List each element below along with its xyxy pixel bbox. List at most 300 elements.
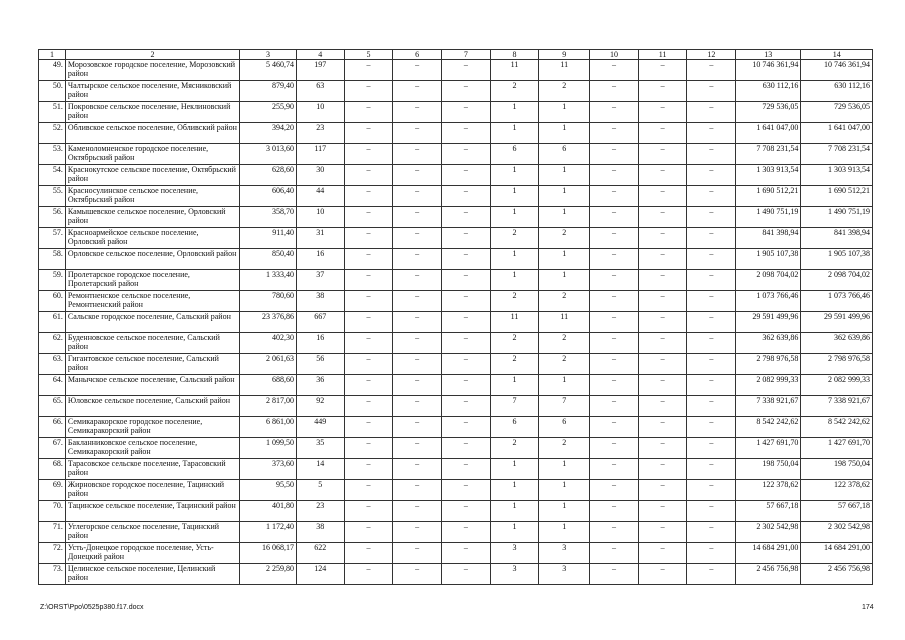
col-8-value: 2: [490, 354, 539, 375]
col-9-value: 6: [539, 144, 590, 165]
col-4-value: 63: [296, 81, 344, 102]
col-6-value: –: [393, 102, 442, 123]
col-9-value: 7: [539, 396, 590, 417]
table-row: [39, 123, 873, 144]
col-5-value: –: [344, 501, 393, 522]
col-5-value: –: [344, 396, 393, 417]
col-6-value: –: [393, 270, 442, 291]
col-11-value: –: [638, 165, 687, 186]
col-13-value: 1 303 913,54: [736, 165, 801, 186]
col-4-value: 35: [296, 438, 344, 459]
col-7-value: –: [441, 480, 490, 501]
col-8-value: 1: [490, 270, 539, 291]
settlement-name: Тарасовское сельское поселение, Тарасовский район: [65, 459, 239, 480]
col-6-value: –: [393, 375, 442, 396]
col-12-value: –: [687, 81, 736, 102]
col-3-value: 1 333,40: [239, 270, 296, 291]
row-number: 51.: [39, 102, 66, 123]
col-13-value: 1 690 512,21: [736, 186, 801, 207]
col-8-value: 1: [490, 459, 539, 480]
col-5-value: –: [344, 123, 393, 144]
col-6-value: –: [393, 543, 442, 564]
row-number: 58.: [39, 249, 66, 270]
col-10-value: –: [590, 543, 639, 564]
col-14-value: 729 536,05: [801, 102, 873, 123]
row-number: 72.: [39, 543, 66, 564]
col-6-value: –: [393, 354, 442, 375]
col-9-value: 2: [539, 354, 590, 375]
col-5-value: –: [344, 102, 393, 123]
col-10-value: –: [590, 522, 639, 543]
table-row: [39, 396, 873, 417]
table-row: [39, 501, 873, 522]
column-header: 2: [65, 50, 239, 60]
col-3-value: 358,70: [239, 207, 296, 228]
col-3-value: 2 259,80: [239, 564, 296, 585]
col-11-value: –: [638, 207, 687, 228]
col-8-value: 6: [490, 144, 539, 165]
table-row: [39, 312, 873, 333]
col-7-value: –: [441, 333, 490, 354]
col-5-value: –: [344, 186, 393, 207]
col-12-value: –: [687, 165, 736, 186]
settlement-name: Манычское сельское поселение, Сальский район: [65, 375, 239, 396]
col-10-value: –: [590, 270, 639, 291]
col-8-value: 1: [490, 249, 539, 270]
col-10-value: –: [590, 396, 639, 417]
col-6-value: –: [393, 501, 442, 522]
col-9-value: 1: [539, 270, 590, 291]
col-9-value: 1: [539, 501, 590, 522]
col-13-value: 630 112,16: [736, 81, 801, 102]
col-6-value: –: [393, 480, 442, 501]
col-10-value: –: [590, 144, 639, 165]
col-5-value: –: [344, 480, 393, 501]
col-14-value: 10 746 361,94: [801, 60, 873, 81]
col-6-value: –: [393, 165, 442, 186]
col-8-value: 2: [490, 291, 539, 312]
col-6-value: –: [393, 564, 442, 585]
settlement-name: Чалтырское сельское поселение, Мясниковский район: [65, 81, 239, 102]
col-5-value: –: [344, 312, 393, 333]
col-8-value: 3: [490, 543, 539, 564]
col-13-value: 122 378,62: [736, 480, 801, 501]
table-row: [39, 207, 873, 228]
col-11-value: –: [638, 60, 687, 81]
row-number: 59.: [39, 270, 66, 291]
col-12-value: –: [687, 291, 736, 312]
col-6-value: –: [393, 333, 442, 354]
col-6-value: –: [393, 228, 442, 249]
col-3-value: 1 099,50: [239, 438, 296, 459]
col-4-value: 10: [296, 207, 344, 228]
col-12-value: –: [687, 438, 736, 459]
col-3-value: 911,40: [239, 228, 296, 249]
col-13-value: 198 750,04: [736, 459, 801, 480]
col-7-value: –: [441, 165, 490, 186]
col-11-value: –: [638, 123, 687, 144]
col-12-value: –: [687, 375, 736, 396]
col-5-value: –: [344, 144, 393, 165]
row-number: 57.: [39, 228, 66, 249]
table-row: [39, 144, 873, 165]
col-8-value: 11: [490, 60, 539, 81]
settlement-name: Целинское сельское поселение, Целинский район: [65, 564, 239, 585]
col-7-value: –: [441, 186, 490, 207]
col-4-value: 31: [296, 228, 344, 249]
col-3-value: 6 861,00: [239, 417, 296, 438]
col-7-value: –: [441, 270, 490, 291]
col-8-value: 1: [490, 207, 539, 228]
col-5-value: –: [344, 459, 393, 480]
col-11-value: –: [638, 81, 687, 102]
footer-page-number: 174: [862, 604, 874, 611]
col-11-value: –: [638, 312, 687, 333]
row-number: 60.: [39, 291, 66, 312]
col-6-value: –: [393, 249, 442, 270]
col-4-value: 117: [296, 144, 344, 165]
col-10-value: –: [590, 207, 639, 228]
col-11-value: –: [638, 102, 687, 123]
col-11-value: –: [638, 144, 687, 165]
col-12-value: –: [687, 102, 736, 123]
col-10-value: –: [590, 60, 639, 81]
col-9-value: 2: [539, 333, 590, 354]
col-7-value: –: [441, 144, 490, 165]
table-row: [39, 543, 873, 564]
col-3-value: 394,20: [239, 123, 296, 144]
col-12-value: –: [687, 501, 736, 522]
col-11-value: –: [638, 333, 687, 354]
col-12-value: –: [687, 522, 736, 543]
col-8-value: 1: [490, 102, 539, 123]
col-3-value: 688,60: [239, 375, 296, 396]
col-6-value: –: [393, 438, 442, 459]
col-4-value: 30: [296, 165, 344, 186]
col-6-value: –: [393, 522, 442, 543]
row-number: 71.: [39, 522, 66, 543]
col-9-value: 1: [539, 123, 590, 144]
col-8-value: 7: [490, 396, 539, 417]
col-11-value: –: [638, 501, 687, 522]
col-11-value: –: [638, 480, 687, 501]
col-9-value: 11: [539, 312, 590, 333]
settlement-name: Краснокутское сельское поселение, Октябрьский район: [65, 165, 239, 186]
col-7-value: –: [441, 375, 490, 396]
col-7-value: –: [441, 228, 490, 249]
col-12-value: –: [687, 354, 736, 375]
col-10-value: –: [590, 186, 639, 207]
row-number: 50.: [39, 81, 66, 102]
table-row: [39, 354, 873, 375]
settlement-name: Обливское сельское поселение, Обливский район: [65, 123, 239, 144]
col-10-value: –: [590, 564, 639, 585]
col-6-value: –: [393, 186, 442, 207]
col-9-value: 1: [539, 249, 590, 270]
col-5-value: –: [344, 81, 393, 102]
col-11-value: –: [638, 270, 687, 291]
col-10-value: –: [590, 123, 639, 144]
col-12-value: –: [687, 270, 736, 291]
settlement-name: Камышевское сельское поселение, Орловский район: [65, 207, 239, 228]
col-5-value: –: [344, 354, 393, 375]
settlement-name: Покровское сельское поселение, Неклиновский район: [65, 102, 239, 123]
col-4-value: 16: [296, 249, 344, 270]
col-12-value: –: [687, 249, 736, 270]
col-13-value: 1 641 047,00: [736, 123, 801, 144]
col-11-value: –: [638, 291, 687, 312]
col-6-value: –: [393, 417, 442, 438]
col-13-value: 2 798 976,58: [736, 354, 801, 375]
col-6-value: –: [393, 81, 442, 102]
col-13-value: 1 073 766,46: [736, 291, 801, 312]
col-5-value: –: [344, 438, 393, 459]
table-row: [39, 564, 873, 585]
settlement-name: Сальское городское поселение, Сальский район: [65, 312, 239, 333]
col-9-value: 2: [539, 291, 590, 312]
col-13-value: 8 542 242,62: [736, 417, 801, 438]
col-8-value: 1: [490, 480, 539, 501]
col-3-value: 2 061,63: [239, 354, 296, 375]
col-3-value: 606,40: [239, 186, 296, 207]
col-10-value: –: [590, 102, 639, 123]
col-11-value: –: [638, 564, 687, 585]
col-3-value: 16 068,17: [239, 543, 296, 564]
col-10-value: –: [590, 81, 639, 102]
col-6-value: –: [393, 291, 442, 312]
settlement-name: Тацинское сельское поселение, Тацинский район: [65, 501, 239, 522]
table-row: [39, 417, 873, 438]
table-row: [39, 228, 873, 249]
col-14-value: 841 398,94: [801, 228, 873, 249]
col-6-value: –: [393, 396, 442, 417]
col-13-value: 29 591 499,96: [736, 312, 801, 333]
table-row: [39, 375, 873, 396]
col-3-value: 628,60: [239, 165, 296, 186]
col-13-value: 2 082 999,33: [736, 375, 801, 396]
col-9-value: 1: [539, 459, 590, 480]
col-4-value: 667: [296, 312, 344, 333]
col-6-value: –: [393, 207, 442, 228]
col-4-value: 44: [296, 186, 344, 207]
col-14-value: 29 591 499,96: [801, 312, 873, 333]
col-3-value: 3 013,60: [239, 144, 296, 165]
col-4-value: 10: [296, 102, 344, 123]
col-13-value: 1 905 107,38: [736, 249, 801, 270]
col-14-value: 1 303 913,54: [801, 165, 873, 186]
col-12-value: –: [687, 186, 736, 207]
column-header: 10: [590, 50, 639, 60]
table-row: [39, 186, 873, 207]
col-9-value: 3: [539, 564, 590, 585]
col-13-value: 362 639,86: [736, 333, 801, 354]
col-14-value: 2 098 704,02: [801, 270, 873, 291]
col-10-value: –: [590, 417, 639, 438]
col-14-value: 7 338 921,67: [801, 396, 873, 417]
row-number: 61.: [39, 312, 66, 333]
col-9-value: 1: [539, 480, 590, 501]
col-10-value: –: [590, 501, 639, 522]
col-7-value: –: [441, 354, 490, 375]
col-14-value: 1 073 766,46: [801, 291, 873, 312]
col-3-value: 401,80: [239, 501, 296, 522]
settlement-name: Бакланниковское сельское поселение, Семикаракорский район: [65, 438, 239, 459]
col-7-value: –: [441, 81, 490, 102]
col-13-value: 2 456 756,98: [736, 564, 801, 585]
table-header-row: [39, 50, 873, 60]
col-3-value: 23 376,86: [239, 312, 296, 333]
settlement-name: Гигантовское сельское поселение, Сальский район: [65, 354, 239, 375]
col-13-value: 10 746 361,94: [736, 60, 801, 81]
row-number: 66.: [39, 417, 66, 438]
col-8-value: 1: [490, 501, 539, 522]
col-10-value: –: [590, 375, 639, 396]
settlement-name: Жирновское городское поселение, Тацинский район: [65, 480, 239, 501]
col-8-value: 1: [490, 165, 539, 186]
table-row: [39, 438, 873, 459]
row-number: 70.: [39, 501, 66, 522]
col-7-value: –: [441, 522, 490, 543]
column-header: 9: [539, 50, 590, 60]
col-4-value: 37: [296, 270, 344, 291]
col-8-value: 2: [490, 438, 539, 459]
col-11-value: –: [638, 438, 687, 459]
col-7-value: –: [441, 291, 490, 312]
settlement-name: Семикаракорское городское поселение, Семикаракорский район: [65, 417, 239, 438]
col-5-value: –: [344, 375, 393, 396]
table-row: [39, 480, 873, 501]
col-8-value: 11: [490, 312, 539, 333]
col-12-value: –: [687, 333, 736, 354]
col-3-value: 850,40: [239, 249, 296, 270]
col-3-value: 402,30: [239, 333, 296, 354]
col-5-value: –: [344, 564, 393, 585]
table-row: [39, 291, 873, 312]
col-11-value: –: [638, 186, 687, 207]
col-5-value: –: [344, 270, 393, 291]
col-11-value: –: [638, 417, 687, 438]
row-number: 63.: [39, 354, 66, 375]
col-10-value: –: [590, 480, 639, 501]
col-9-value: 11: [539, 60, 590, 81]
col-3-value: 373,60: [239, 459, 296, 480]
col-13-value: 1 427 691,70: [736, 438, 801, 459]
col-9-value: 2: [539, 228, 590, 249]
col-14-value: 2 798 976,58: [801, 354, 873, 375]
column-header: 4: [296, 50, 344, 60]
col-8-value: 6: [490, 417, 539, 438]
column-header: 3: [239, 50, 296, 60]
col-7-value: –: [441, 312, 490, 333]
col-14-value: 7 708 231,54: [801, 144, 873, 165]
row-number: 54.: [39, 165, 66, 186]
col-4-value: 92: [296, 396, 344, 417]
table-row: [39, 249, 873, 270]
col-11-value: –: [638, 228, 687, 249]
col-7-value: –: [441, 60, 490, 81]
col-8-value: 3: [490, 564, 539, 585]
col-7-value: –: [441, 459, 490, 480]
column-header: 7: [441, 50, 490, 60]
col-9-value: 1: [539, 522, 590, 543]
col-5-value: –: [344, 60, 393, 81]
col-4-value: 36: [296, 375, 344, 396]
col-13-value: 14 684 291,00: [736, 543, 801, 564]
col-6-value: –: [393, 144, 442, 165]
col-5-value: –: [344, 228, 393, 249]
col-9-value: 1: [539, 165, 590, 186]
col-13-value: 729 536,05: [736, 102, 801, 123]
column-header: 8: [490, 50, 539, 60]
col-14-value: 2 302 542,98: [801, 522, 873, 543]
col-9-value: 2: [539, 438, 590, 459]
col-13-value: 7 338 921,67: [736, 396, 801, 417]
table-row: [39, 81, 873, 102]
col-7-value: –: [441, 123, 490, 144]
row-number: 55.: [39, 186, 66, 207]
col-10-value: –: [590, 459, 639, 480]
settlement-name: Буденновское сельское поселение, Сальский район: [65, 333, 239, 354]
settlement-name: Пролетарское городское поселение, Пролетарский район: [65, 270, 239, 291]
col-14-value: 1 641 047,00: [801, 123, 873, 144]
col-14-value: 14 684 291,00: [801, 543, 873, 564]
col-12-value: –: [687, 207, 736, 228]
col-8-value: 2: [490, 333, 539, 354]
col-11-value: –: [638, 543, 687, 564]
row-number: 53.: [39, 144, 66, 165]
col-13-value: 7 708 231,54: [736, 144, 801, 165]
col-5-value: –: [344, 333, 393, 354]
column-header: 11: [638, 50, 687, 60]
col-8-value: 1: [490, 522, 539, 543]
col-4-value: 23: [296, 123, 344, 144]
col-9-value: 1: [539, 375, 590, 396]
col-3-value: 5 460,74: [239, 60, 296, 81]
col-10-value: –: [590, 291, 639, 312]
row-number: 62.: [39, 333, 66, 354]
col-3-value: 780,60: [239, 291, 296, 312]
col-3-value: 879,40: [239, 81, 296, 102]
col-5-value: –: [344, 522, 393, 543]
col-10-value: –: [590, 333, 639, 354]
col-9-value: 1: [539, 186, 590, 207]
col-4-value: 124: [296, 564, 344, 585]
col-7-value: –: [441, 417, 490, 438]
settlement-name: Усть-Донецкое городское поселение, Усть-Донецкий район: [65, 543, 239, 564]
col-7-value: –: [441, 564, 490, 585]
col-9-value: 3: [539, 543, 590, 564]
col-6-value: –: [393, 312, 442, 333]
col-4-value: 38: [296, 291, 344, 312]
col-8-value: 2: [490, 81, 539, 102]
table-row: [39, 270, 873, 291]
col-10-value: –: [590, 438, 639, 459]
settlement-name: Каменоломненское городское поселение, Октябрьский район: [65, 144, 239, 165]
col-5-value: –: [344, 417, 393, 438]
row-number: 73.: [39, 564, 66, 585]
col-14-value: 1 905 107,38: [801, 249, 873, 270]
col-3-value: 2 817,00: [239, 396, 296, 417]
col-13-value: 1 490 751,19: [736, 207, 801, 228]
col-10-value: –: [590, 249, 639, 270]
row-number: 69.: [39, 480, 66, 501]
data-table: [38, 49, 873, 585]
col-4-value: 38: [296, 522, 344, 543]
settlement-name: Ремонтненское сельское поселение, Ремонтненский район: [65, 291, 239, 312]
col-10-value: –: [590, 312, 639, 333]
table-row: [39, 333, 873, 354]
col-11-value: –: [638, 249, 687, 270]
